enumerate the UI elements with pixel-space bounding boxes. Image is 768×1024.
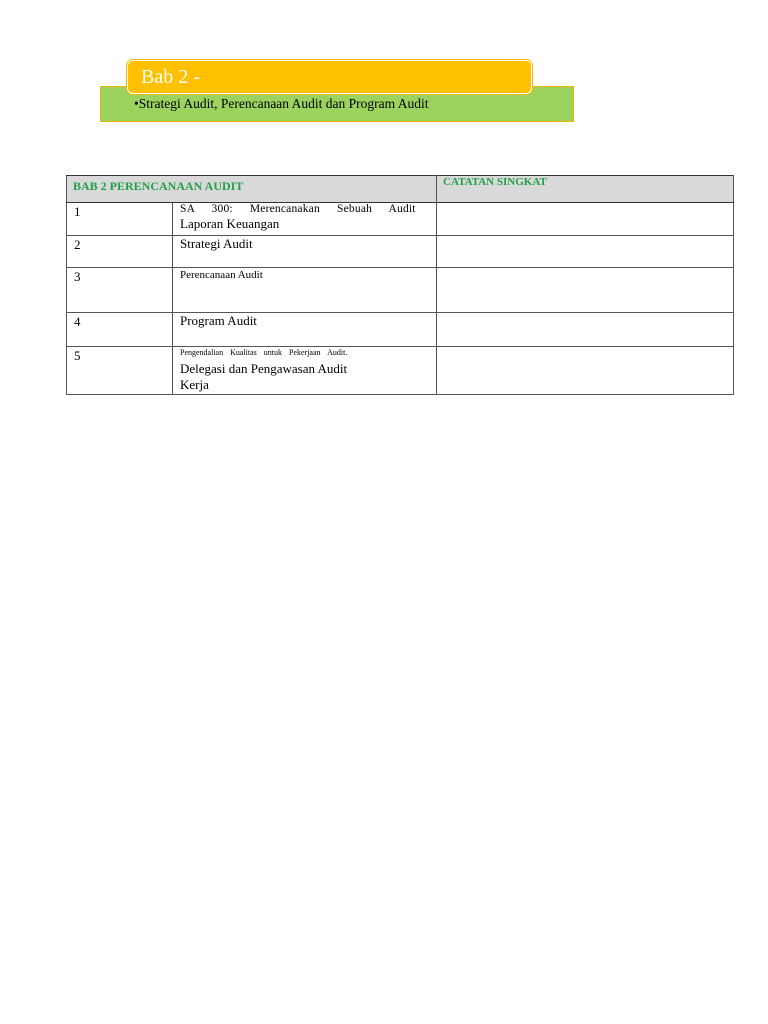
row-topic <box>173 313 437 347</box>
header-notes-label: CATATAN SINGKAT <box>443 176 547 188</box>
subtitle-bullet: •Strategi Audit, Perencanaan Audit dan Program Audit <box>134 96 429 111</box>
topic-line: Program Audit <box>180 313 257 328</box>
row-number: 5 <box>67 347 173 395</box>
header-chapter-cell <box>67 176 437 203</box>
chapter-title: Bab 2 - <box>141 66 200 88</box>
table-row <box>67 236 734 268</box>
row-note[interactable] <box>437 347 734 395</box>
row-note[interactable] <box>437 203 734 236</box>
row-topic <box>173 203 437 236</box>
row-number: 3 <box>67 268 173 313</box>
topic-line: Laporan Keuangan <box>180 216 280 231</box>
topic-line: Delegasi dan Pengawasan Audit <box>180 361 348 376</box>
table-header-row <box>67 176 734 203</box>
row-number: 1 <box>67 203 173 236</box>
chapter-tab <box>127 60 532 94</box>
row-topic <box>173 268 437 313</box>
table-row <box>67 203 734 236</box>
topic-line: Strategi Audit <box>180 236 253 251</box>
topic-line: Perencanaan Audit <box>180 269 263 281</box>
row-note[interactable] <box>437 268 734 313</box>
topic-line: SA 300: Merencanakan Sebuah Audit <box>180 203 416 215</box>
topic-line: Kerja <box>180 377 209 392</box>
row-number: 4 <box>67 313 173 347</box>
row-note[interactable] <box>437 236 734 268</box>
topic-line: Pengendalian Kualitas untuk Pekerjaan Audit. <box>180 348 348 357</box>
row-number: 2 <box>67 236 173 268</box>
row-topic <box>173 236 437 268</box>
header-chapter-label: BAB 2 PERENCANAAN AUDIT <box>73 179 244 193</box>
row-note[interactable] <box>437 313 734 347</box>
table-row <box>67 313 734 347</box>
chapter-table <box>66 175 734 395</box>
row-topic <box>173 347 437 395</box>
table-row <box>67 347 734 395</box>
table-row <box>67 268 734 313</box>
header-notes-cell <box>437 176 734 203</box>
